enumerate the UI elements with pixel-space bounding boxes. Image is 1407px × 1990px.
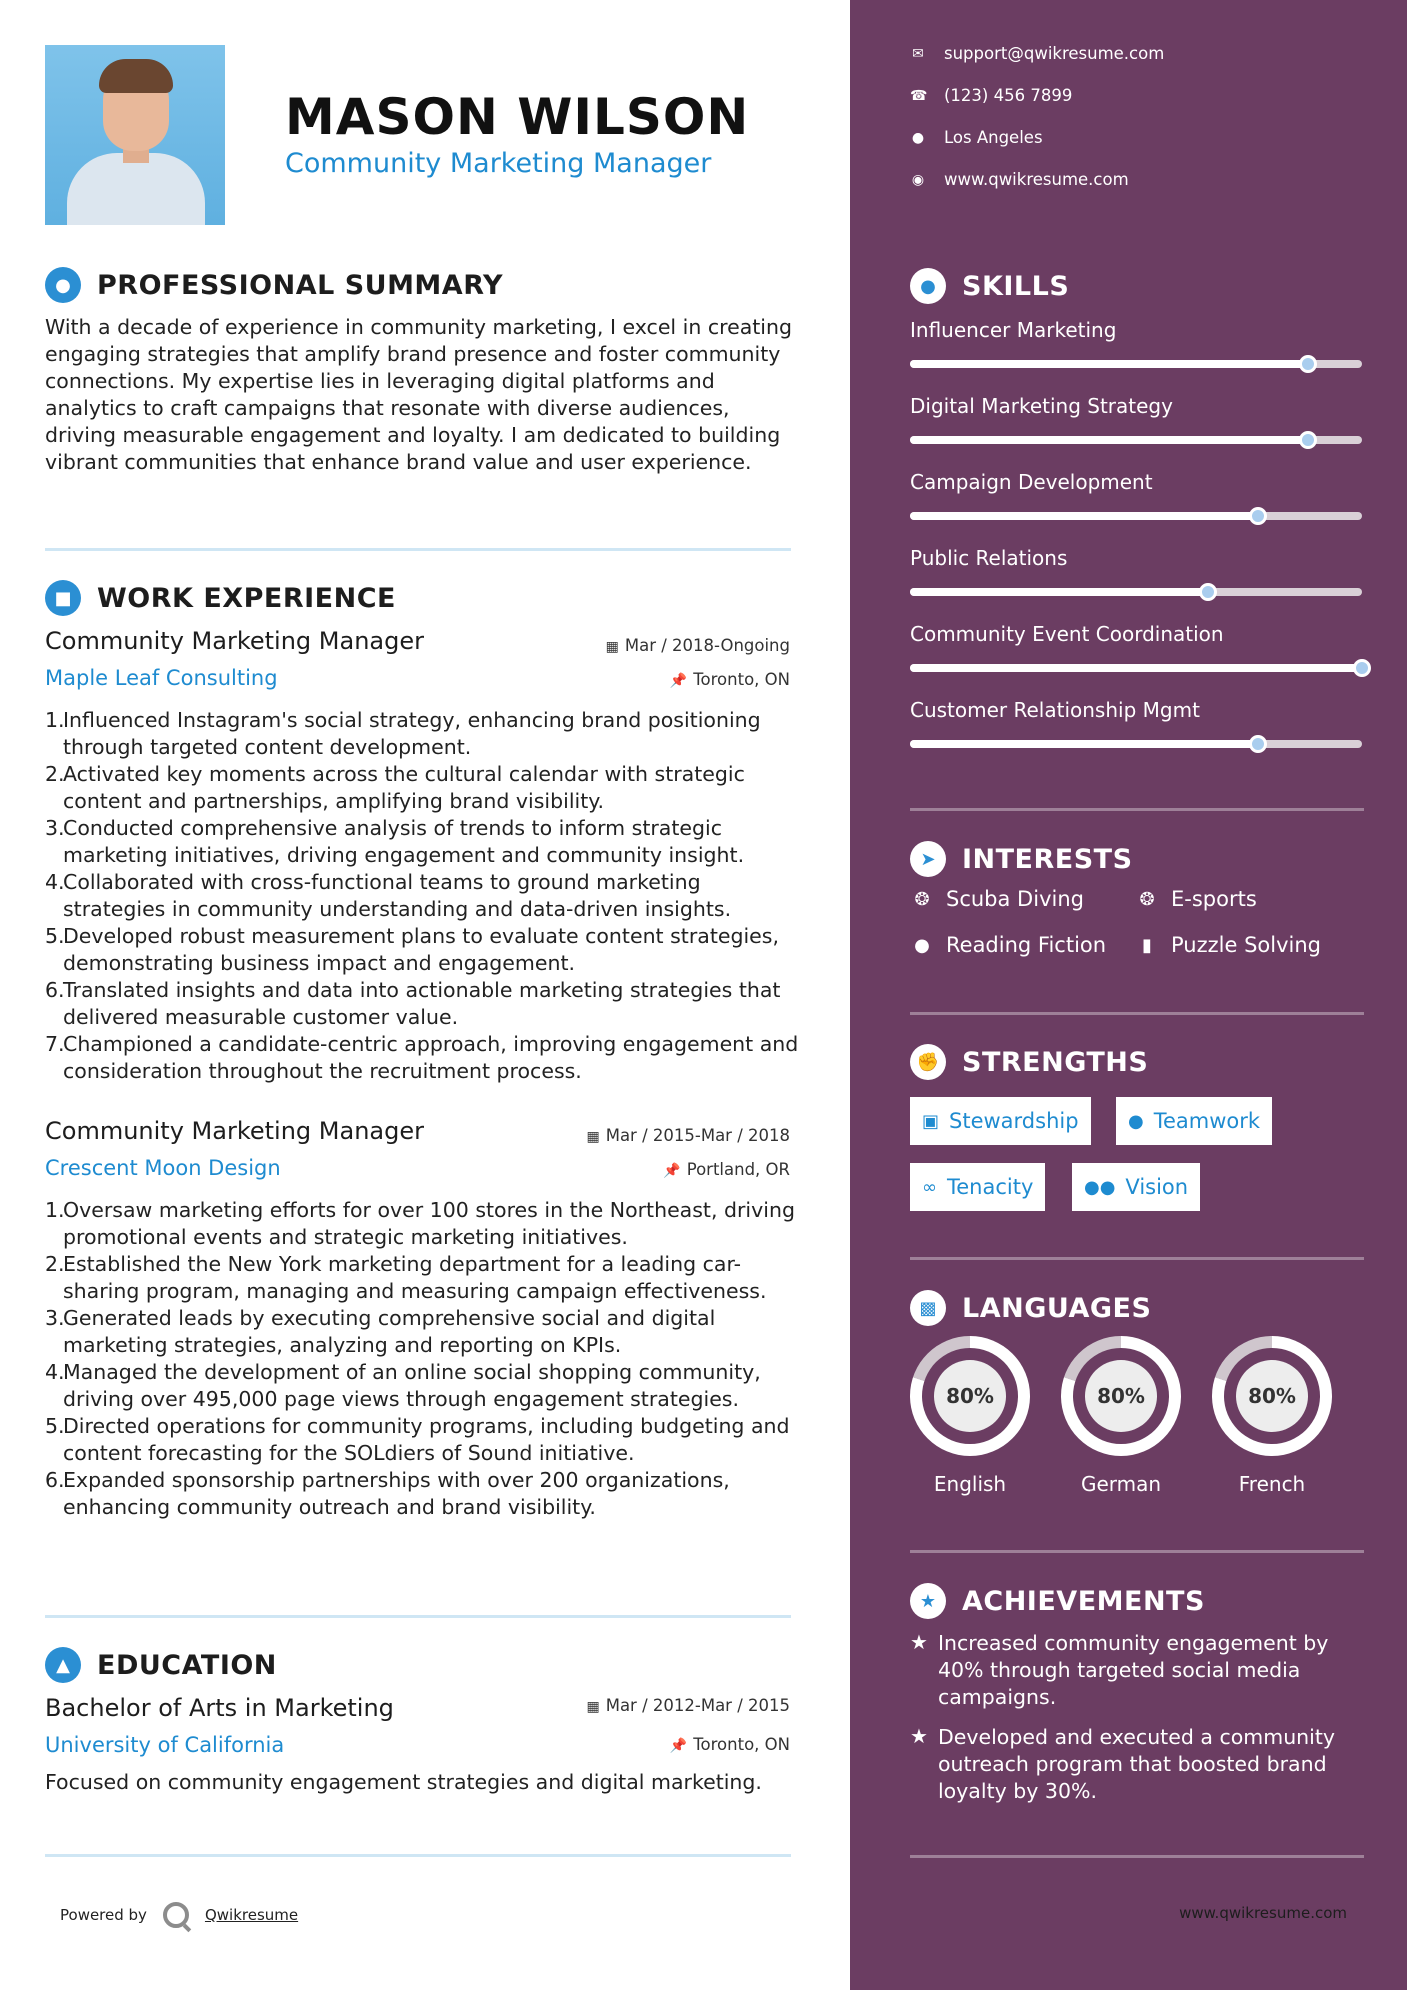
summary-title: PROFESSIONAL SUMMARY [97, 269, 504, 301]
language-percent: 80% [1236, 1360, 1308, 1432]
language-percent: 80% [934, 1360, 1006, 1432]
language-level-ring [910, 1336, 1030, 1456]
profile-photo [45, 45, 225, 225]
degree-title: Bachelor of Arts in Marketing [45, 1694, 394, 1722]
section-divider [910, 808, 1364, 811]
skill-bar-fill [910, 664, 1362, 672]
brand-link[interactable]: Qwikresume [204, 1906, 299, 1924]
skill-bar [910, 436, 1362, 444]
list-item: 2. Established the New York marketing department for a leading car-sharing program, managing and measuring campaign effectiveness. [45, 1252, 767, 1303]
job-location: 📌 Toronto, ON [669, 670, 790, 689]
education-location: 📌 Toronto, ON [669, 1735, 790, 1754]
interest-item: ❂ Scuba Diving [910, 887, 1084, 911]
list-item: 5. Directed operations for community programs, including budgeting and content forecasting for the SOLdiers of Sound initiative. [45, 1414, 790, 1465]
list-item: 7. Championed a candidate-centric approach, improving engagement and consideration throughout the recruitment process. [45, 1032, 799, 1083]
skill-bar-fill [910, 360, 1308, 368]
skill-name: Public Relations [910, 546, 1068, 570]
briefcase-icon: ■ [45, 580, 81, 616]
star-icon: ★ [910, 1630, 928, 1654]
skill-bar-fill [910, 740, 1258, 748]
translate-icon: ▩ [910, 1290, 946, 1326]
globe-icon: ◉ [911, 171, 925, 188]
list-item: 6. Translated insights and data into actionable marketing strategies that delivered measurable customer value. [45, 978, 781, 1029]
achievement-item: ★ Increased community engagement by 40% through targeted social media campaigns. [910, 1630, 1329, 1709]
link-icon: ∞ [922, 1176, 937, 1198]
list-item: 5. Developed robust measurement plans to evaluate content strategies, demonstrating business impact and engagement. [45, 924, 779, 975]
section-divider [910, 1257, 1364, 1260]
languages-heading [910, 1290, 1151, 1326]
language-item [910, 1336, 1030, 1496]
skill-bar [910, 360, 1362, 368]
contact-email[interactable]: ✉ support@qwikresume.com [910, 44, 1164, 63]
lightbulb-icon: ● [910, 268, 946, 304]
summary-text: With a decade of experience in community marketing, I excel in creating engaging strategies that amplify brand presence and foster community connections. My expertise lies in leveraging digital platforms and analytics to craft campaigns that resonate with diverse audiences, driving measurable engagement and loyalty. I am dedicated to building vibrant communities that enhance brand value and user experience. [45, 315, 793, 474]
list-item: 3. Conducted comprehensive analysis of trends to inform strategic marketing initiatives, driving engagement and community insight. [45, 816, 745, 867]
languages-title: LANGUAGES [962, 1292, 1152, 1324]
skill-bar [910, 512, 1362, 520]
achievements-heading [910, 1583, 1205, 1619]
job-location: 📌 Portland, OR [663, 1160, 790, 1179]
education-heading [45, 1647, 277, 1683]
gamepad-icon: ● [914, 934, 930, 956]
skill-name: Community Event Coordination [910, 622, 1224, 646]
calendar-icon: ▦ [586, 1129, 600, 1145]
language-item [1212, 1336, 1332, 1496]
language-name: English [933, 1472, 1007, 1496]
language-name: French [1238, 1472, 1306, 1496]
lifebuoy-icon: ❂ [1139, 888, 1155, 910]
skill-bar-knob [1249, 507, 1267, 525]
pin-icon: 📌 [663, 1163, 681, 1179]
candidate-name: MASON WILSON [285, 88, 750, 146]
achievements-title: ACHIEVEMENTS [962, 1585, 1205, 1617]
job-bullets [45, 707, 805, 1085]
list-item: 4. Managed the development of an online social shopping community, driving over 495,000 page views through engagement strategies. [45, 1360, 761, 1411]
phone-icon: ☎ [910, 87, 928, 104]
list-item: 1. Influenced Instagram's social strategy, enhancing brand positioning through targeted content development. [45, 708, 761, 759]
strength-tag: ● Teamwork [1116, 1097, 1272, 1145]
language-item [1061, 1336, 1181, 1496]
education-title: EDUCATION [97, 1649, 277, 1681]
skill-bar-knob [1299, 431, 1317, 449]
company-name: Crescent Moon Design [45, 1156, 281, 1180]
briefcase-icon: ▣ [922, 1110, 940, 1132]
skill-bar-knob [1199, 583, 1217, 601]
job-title: Community Marketing Manager [45, 627, 424, 655]
skill-name: Influencer Marketing [910, 318, 1117, 342]
language-level-ring [1212, 1336, 1332, 1456]
job-bullets [45, 1197, 805, 1521]
qwikresume-logo-icon [163, 1902, 189, 1928]
skill-bar [910, 588, 1362, 596]
job-dates: ▦ Mar / 2018-Ongoing [605, 636, 790, 655]
lifebuoy-icon: ❂ [914, 888, 930, 910]
pin-icon: 📌 [669, 1738, 688, 1754]
list-item: 4. Collaborated with cross-functional teams to ground marketing strategies in community understanding and data-driven insights. [45, 870, 732, 921]
section-divider [45, 1615, 791, 1618]
user-icon: ● [45, 267, 81, 303]
powered-by: Powered by Qwikresume [60, 1902, 298, 1928]
school-name: University of California [45, 1733, 285, 1757]
calendar-icon: ▦ [586, 1699, 600, 1715]
language-percent: 80% [1085, 1360, 1157, 1432]
graduation-icon: ▲ [45, 1647, 81, 1683]
company-name: Maple Leaf Consulting [45, 666, 278, 690]
section-divider [45, 1854, 791, 1857]
interest-item: ❂ E-sports [1135, 887, 1257, 911]
paper-plane-icon: ➤ [910, 841, 946, 877]
experience-heading [45, 580, 396, 616]
job-title: Community Marketing Manager [45, 1117, 424, 1145]
achievement-item: ★ Developed and executed a community outreach program that boosted brand loyalty by 30%. [910, 1724, 1336, 1803]
interests-title: INTERESTS [962, 843, 1133, 875]
skill-bar-knob [1249, 735, 1267, 753]
contact-phone: ☎ (123) 456 7899 [910, 86, 1073, 105]
interest-item: ▮ Puzzle Solving [1135, 933, 1321, 957]
section-divider [910, 1550, 1364, 1553]
section-divider [910, 1012, 1364, 1015]
strength-tag: ●● Vision [1072, 1163, 1200, 1211]
skill-name: Digital Marketing Strategy [910, 394, 1173, 418]
list-item: 3. Generated leads by executing comprehensive social and digital marketing strategies, analyzing and reporting on KPIs. [45, 1306, 716, 1357]
contact-location: ● Los Angeles [911, 128, 1043, 147]
skills-heading [910, 268, 1069, 304]
language-name: German [1080, 1472, 1162, 1496]
education-dates: ▦ Mar / 2012-Mar / 2015 [586, 1696, 790, 1715]
star-icon: ★ [910, 1724, 928, 1748]
language-level-ring [1061, 1336, 1181, 1456]
binoculars-icon: ●● [1084, 1176, 1116, 1198]
calendar-icon: ▦ [605, 639, 619, 655]
skill-bar [910, 740, 1362, 748]
skill-bar [910, 664, 1362, 672]
users-icon: ● [1128, 1110, 1144, 1132]
education-description: Focused on community engagement strategies and digital marketing. [45, 1770, 762, 1794]
section-divider [910, 1855, 1364, 1858]
fist-icon: ✊ [910, 1044, 946, 1080]
contact-website[interactable]: ◉ www.qwikresume.com [911, 170, 1129, 189]
skill-bar-fill [910, 436, 1308, 444]
strengths-title: STRENGTHS [962, 1046, 1149, 1078]
list-item: 6. Expanded sponsorship partnerships with over 200 organizations, enhancing community outreach and brand visibility. [45, 1468, 730, 1519]
interests-heading [910, 841, 1133, 877]
experience-title: WORK EXPERIENCE [97, 582, 396, 614]
footer-url[interactable]: www.qwikresume.com [1179, 1904, 1347, 1922]
summary-heading [45, 267, 503, 303]
book-icon: ▮ [1142, 934, 1152, 956]
skill-bar-fill [910, 512, 1258, 520]
envelope-icon: ✉ [912, 45, 924, 62]
skills-title: SKILLS [962, 270, 1070, 302]
strength-tag: ▣ Stewardship [910, 1097, 1091, 1145]
job-dates: ▦ Mar / 2015-Mar / 2018 [586, 1126, 790, 1145]
interest-item: ● Reading Fiction [910, 933, 1106, 957]
strengths-heading [910, 1044, 1148, 1080]
candidate-role: Community Marketing Manager [285, 148, 712, 179]
section-divider [45, 548, 791, 551]
skill-bar-knob [1299, 355, 1317, 373]
skill-bar-fill [910, 588, 1208, 596]
map-marker-icon: ● [911, 129, 925, 146]
list-item: 2. Activated key moments across the cultural calendar with strategic content and partnerships, amplifying brand visibility. [45, 762, 745, 813]
sidebar [850, 0, 1407, 1990]
star-icon: ★ [910, 1583, 946, 1619]
strength-tag: ∞ Tenacity [910, 1163, 1045, 1211]
skill-name: Campaign Development [910, 470, 1153, 494]
list-item: 1. Oversaw marketing efforts for over 100 stores in the Northeast, driving promotional events and strategic marketing initiatives. [45, 1198, 795, 1249]
skill-bar-knob [1353, 659, 1371, 677]
pin-icon: 📌 [669, 673, 688, 689]
skill-name: Customer Relationship Mgmt [910, 698, 1200, 722]
